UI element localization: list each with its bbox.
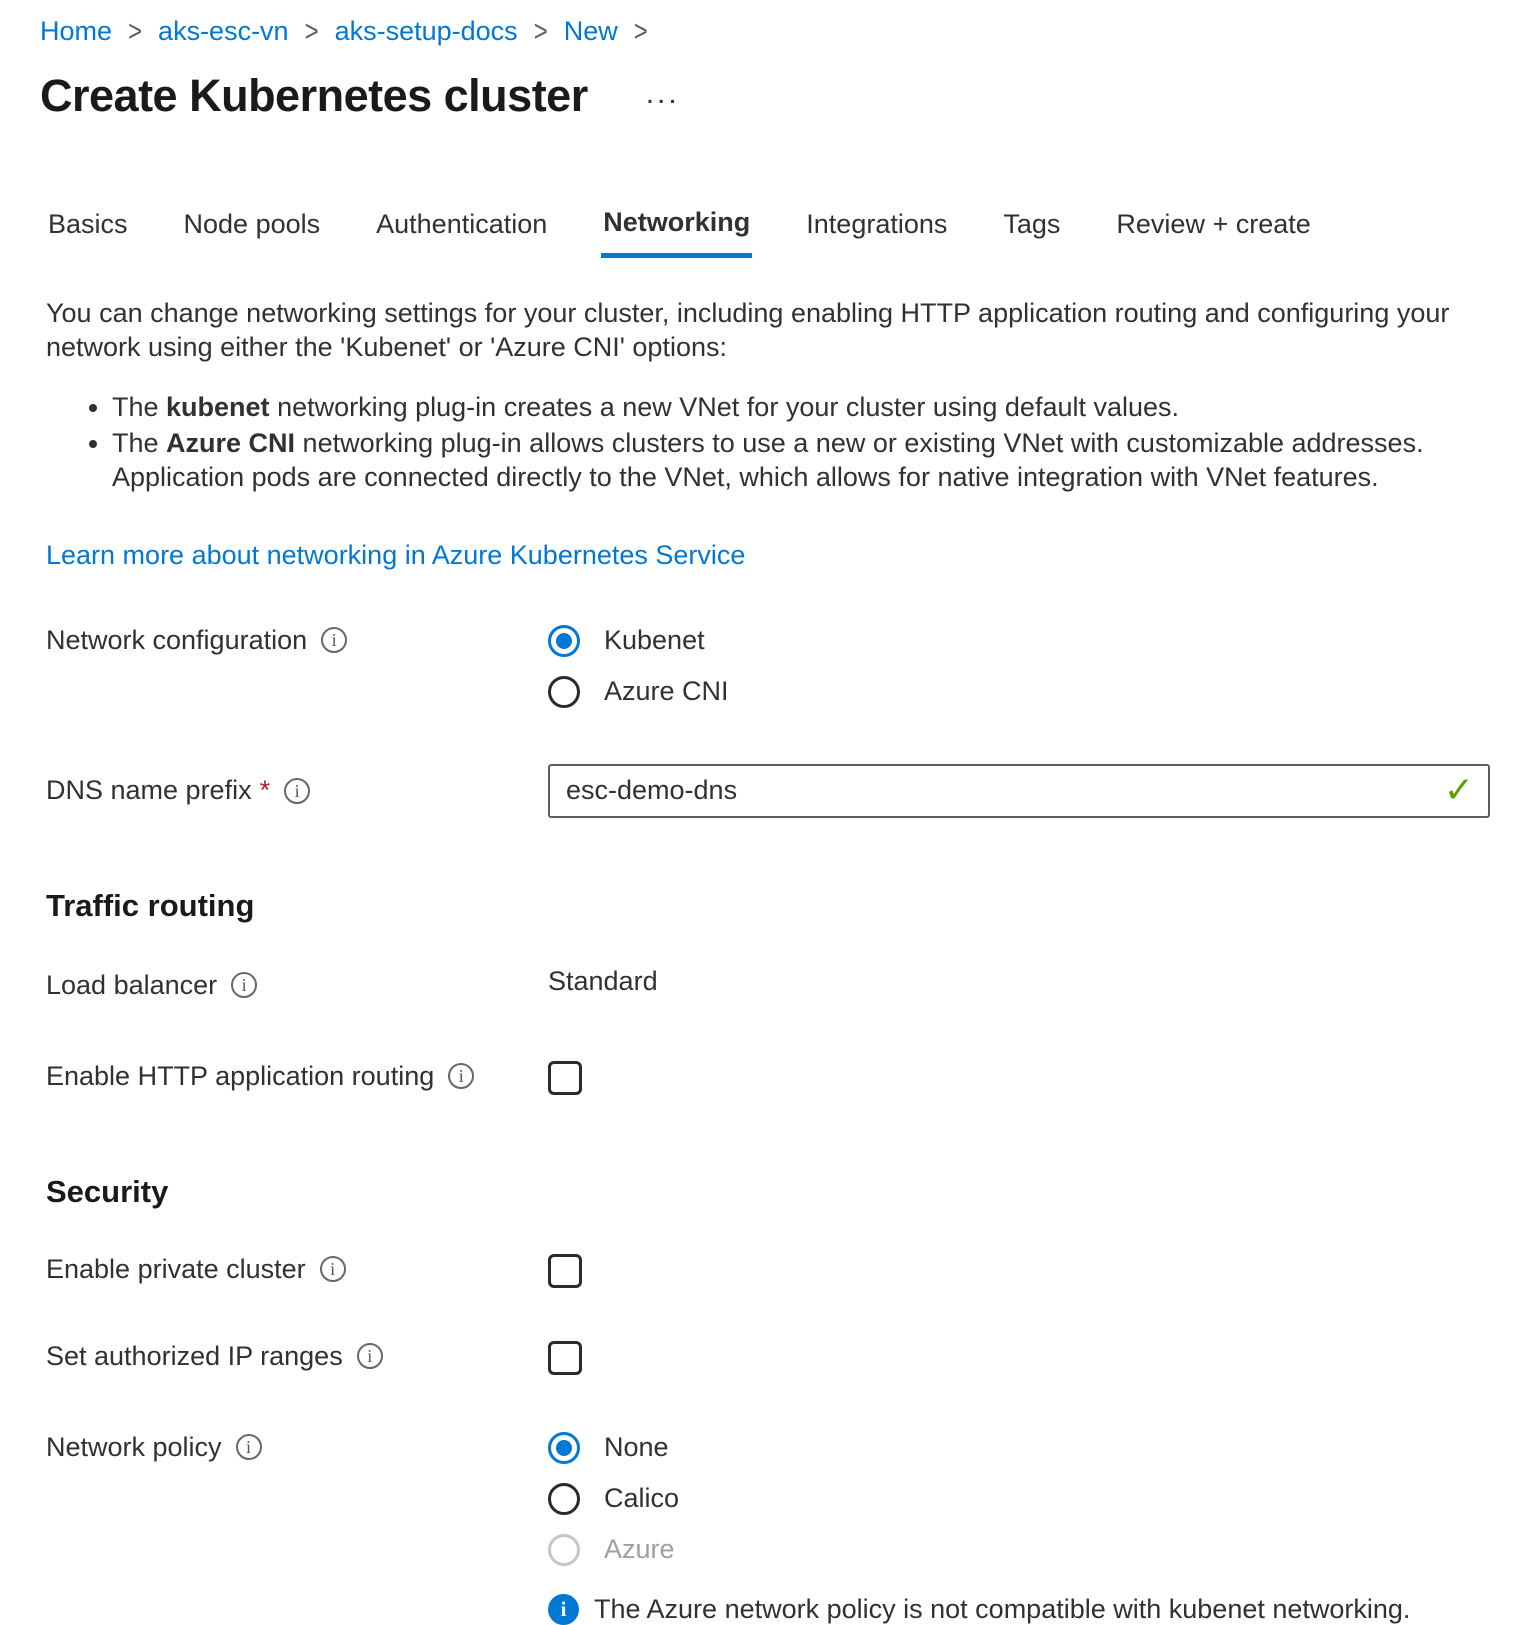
- tab-basics[interactable]: Basics: [46, 207, 130, 258]
- info-filled-icon: [548, 1594, 579, 1625]
- radio-label: Calico: [604, 1483, 680, 1513]
- kubenet-bullet: • The kubenet networking plug-in creates a new VNet for your cluster using default values.: [112, 390, 1430, 424]
- tab-integrations[interactable]: Integrations: [804, 207, 949, 258]
- info-note-text: The Azure network policy is not compatible with kubenet networking.: [594, 1593, 1411, 1624]
- radio-selected-icon: [548, 625, 580, 657]
- radio-label: Azure CNI: [604, 676, 729, 706]
- radio-option-azure-cni[interactable]: [548, 676, 1490, 708]
- network-policy-info-note: [548, 1594, 1490, 1625]
- page-title: Create Kubernetes cluster: [40, 70, 588, 121]
- plugin-bullet-list: [40, 390, 1430, 494]
- breadcrumb-separator-icon: >: [533, 14, 548, 48]
- network-configuration-options: [548, 625, 1490, 708]
- radio-unselected-icon: [548, 676, 580, 708]
- dns-name-prefix-input-wrap: [548, 764, 1490, 818]
- authorized-ip-ranges-label: Set authorized IP ranges i: [46, 1341, 548, 1372]
- breadcrumb-separator-icon: >: [633, 14, 648, 48]
- radio-label: Azure: [604, 1534, 675, 1564]
- more-options-button[interactable]: ...: [645, 77, 680, 110]
- required-asterisk: *: [259, 775, 271, 805]
- network-policy-options: [548, 1432, 1490, 1625]
- http-application-routing-row: [40, 1061, 1490, 1100]
- dns-name-prefix-input[interactable]: [548, 764, 1490, 818]
- tab-node-pools[interactable]: Node pools: [182, 207, 323, 258]
- load-balancer-row: [40, 965, 1490, 1001]
- radio-option-calico[interactable]: [548, 1483, 1490, 1515]
- load-balancer-value: Standard: [548, 965, 658, 996]
- http-application-routing-label: Enable HTTP application routing i: [46, 1061, 548, 1092]
- info-icon[interactable]: [321, 627, 347, 653]
- azure-cni-bullet: • The Azure CNI networking plug-in allows clusters to use a new or existing VNet with customizable addresses. Application pods are connected directly to the VNet, which allows for native integration with VNet features.: [112, 426, 1430, 494]
- radio-option-azure-disabled: [548, 1534, 1490, 1566]
- network-policy-row: [40, 1432, 1490, 1625]
- tab-networking[interactable]: Networking: [601, 207, 752, 258]
- authorized-ip-ranges-row: [40, 1341, 1490, 1380]
- load-balancer-label: Load balancer i: [46, 970, 548, 1001]
- tab-tags[interactable]: Tags: [1001, 207, 1062, 258]
- learn-more-link[interactable]: Learn more about networking in Azure Kubernetes Service: [46, 539, 746, 570]
- network-configuration-row: [40, 625, 1490, 708]
- breadcrumb-link-home[interactable]: Home: [40, 16, 113, 46]
- info-icon[interactable]: [236, 1434, 262, 1460]
- private-cluster-label: Enable private cluster i: [46, 1254, 548, 1285]
- http-application-routing-checkbox[interactable]: [548, 1061, 582, 1095]
- radio-label: Kubenet: [604, 625, 705, 655]
- breadcrumb-separator-icon: >: [128, 14, 143, 48]
- info-icon[interactable]: [320, 1256, 346, 1282]
- radio-option-none[interactable]: [548, 1432, 1490, 1464]
- breadcrumb-link-new[interactable]: New: [563, 16, 618, 46]
- info-icon[interactable]: [284, 778, 310, 804]
- breadcrumb-separator-icon: >: [304, 14, 319, 48]
- info-icon[interactable]: [448, 1063, 474, 1089]
- authorized-ip-ranges-checkbox[interactable]: [548, 1341, 582, 1375]
- info-icon[interactable]: [357, 1343, 383, 1369]
- private-cluster-row: [40, 1254, 1490, 1293]
- traffic-routing-heading: Traffic routing: [46, 887, 255, 923]
- breadcrumb: [40, 16, 1490, 47]
- tab-bar: [40, 207, 1490, 258]
- network-policy-label: Network policy i: [46, 1432, 548, 1463]
- radio-selected-icon: [548, 1432, 580, 1464]
- radio-disabled-icon: [548, 1534, 580, 1566]
- tab-authentication[interactable]: Authentication: [374, 207, 549, 258]
- info-icon[interactable]: [231, 972, 257, 998]
- valid-check-icon: ✓: [1443, 768, 1474, 810]
- tab-review-create[interactable]: Review + create: [1114, 207, 1312, 258]
- radio-option-kubenet[interactable]: [548, 625, 1490, 657]
- dns-name-prefix-label: DNS name prefix * i: [46, 775, 548, 806]
- radio-label: None: [604, 1432, 669, 1462]
- breadcrumb-link-aks-setup-docs[interactable]: aks-setup-docs: [334, 16, 518, 46]
- breadcrumb-link-aks-esc-vn[interactable]: aks-esc-vn: [158, 16, 289, 46]
- dns-name-prefix-row: [40, 764, 1490, 818]
- security-heading: Security: [46, 1173, 169, 1209]
- networking-intro-text: You can change networking settings for your cluster, including enabling HTTP application routing and configuring your network using either the 'Kubenet' or 'Azure CNI' options:: [46, 297, 1450, 362]
- network-configuration-label: Network configuration i: [46, 625, 548, 656]
- private-cluster-checkbox[interactable]: [548, 1254, 582, 1288]
- radio-unselected-icon: [548, 1483, 580, 1515]
- title-row: [40, 71, 1490, 121]
